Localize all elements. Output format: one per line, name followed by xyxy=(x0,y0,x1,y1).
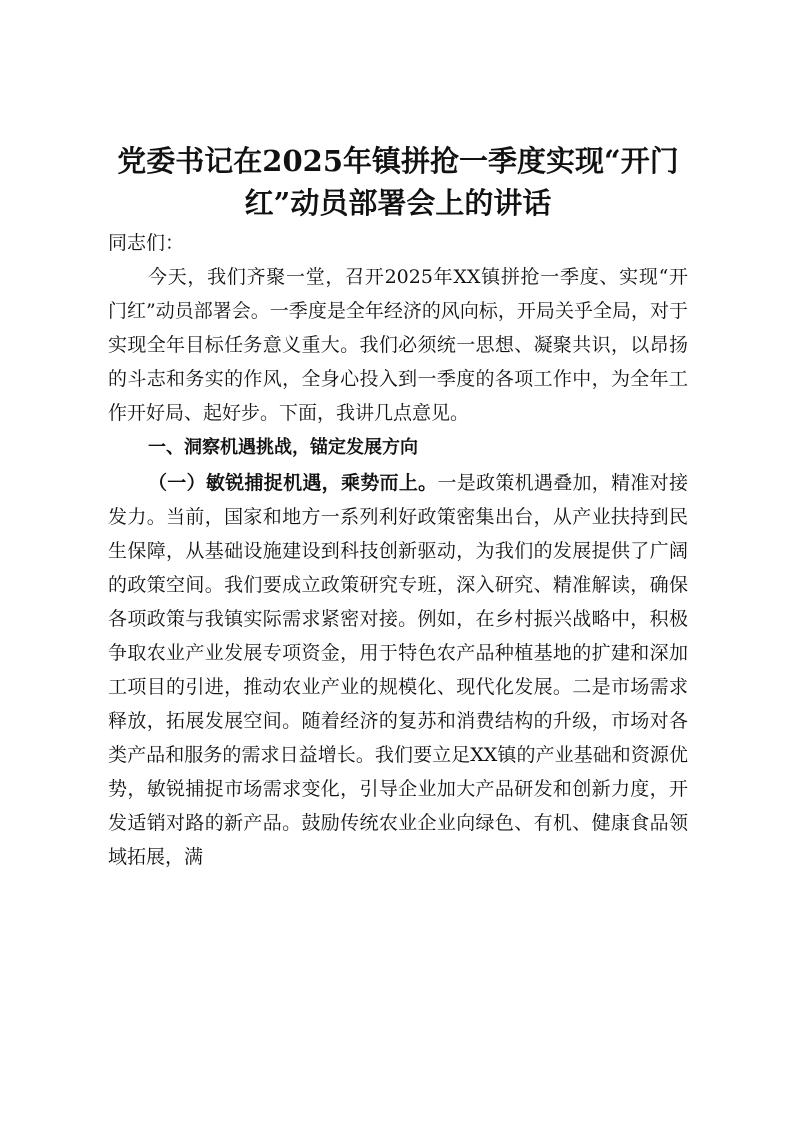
document-body xyxy=(108,226,688,874)
document-title-line-1: 党委书记在2025年镇拼抢一季度实现“开门 xyxy=(117,144,679,178)
document-title-line-2: 红”动员部署会上的讲话 xyxy=(244,186,552,220)
intro-paragraph: 今天，我们齐聚一堂，召开2025年XX镇拼抢一季度、实现“开门红”动员部署会。一季度是全年经济的风向标，开局关乎全局，对于实现全年目标任务意义重大。我们必须统一思想、凝聚共识，以昂扬的斗志和务实的作风，全身心投入到一季度的各项工作中，为全年工作开好局、起好步。下面，我讲几点意见。 xyxy=(108,266,688,424)
salutation: 同志们： xyxy=(108,232,185,254)
subsection-heading: （一）敏锐捕捉机遇，乘势而上。 xyxy=(148,472,438,494)
subsection-body: 一是政策机遇叠加，精准对接发力。当前，国家和地方一系列利好政策密集出台，从产业扶持到民生保障，从基础设施建设到科技创新驱动，为我们的发展提供了广阔的政策空间。我们要成立政策研究专班，深入研究、精准解读，确保各项政策与我镇实际需求紧密对接。例如，在乡村振兴战略中，积极争取农业产业发展专项资金，用于特色农产品种植基地的扩建和深加工项目的引进，推动农业产业的规模化、现代化发展。二是市场需求释放，拓展发展空间。随着经济的复苏和消费结构的升级，市场对各类产品和服务的需求日益增长。我们要立足XX镇的产业基础和资源优势，敏锐捕捉市场需求变化，引导企业加大产品研发和创新力度，开发适销对路的新产品。鼓励传统农业企业向绿色、有机、健康食品领域拓展，满 xyxy=(108,472,688,868)
section-heading: 一、洞察机遇挑战，锚定发展方向 xyxy=(148,437,418,458)
document-title xyxy=(108,140,688,224)
subsection-paragraph xyxy=(108,466,688,874)
document-content xyxy=(108,140,688,874)
